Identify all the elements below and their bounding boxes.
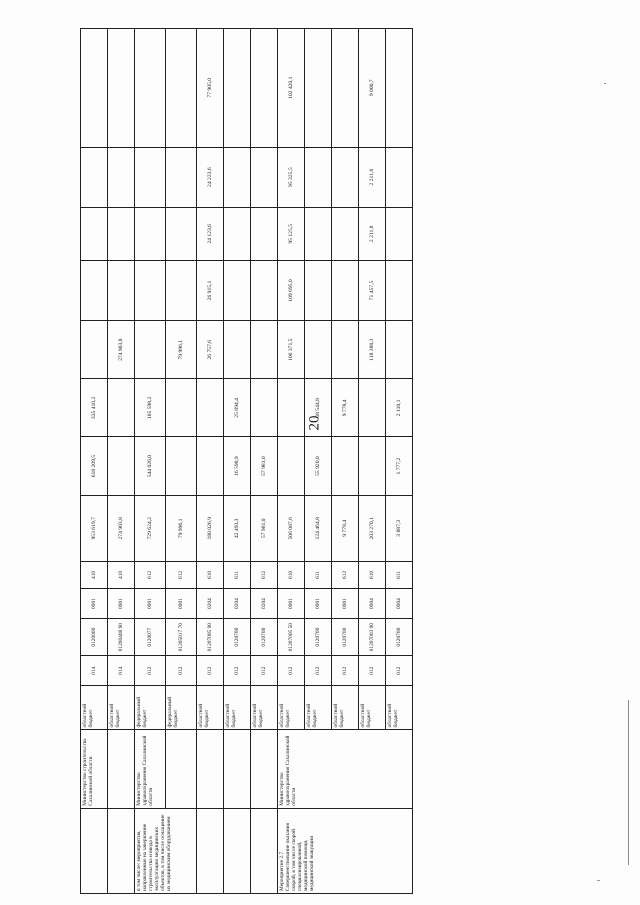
value-cell [81,207,108,260]
value-cell [359,437,386,495]
value-cell: 79 996,1 [166,321,197,379]
table-row [81,29,108,894]
source-cell: областной бюджет [197,686,224,730]
executor-cell: Министерство здравоохранения Сахалинской области [135,730,166,808]
value-cell: 77 905,0 [197,29,224,148]
value-cell: 102 420,1 [278,29,305,148]
value-cell: 1 777,2 [386,437,413,495]
source-cell: федеральный бюджет [135,686,166,730]
grbs-cell: 012 [332,656,359,686]
grbs-cell: 012 [359,656,386,686]
rzpr-cell: 0904 [386,589,413,619]
value-total: 124 464,8 [305,495,332,561]
table-row [251,29,278,894]
value-cell [251,207,278,260]
activity-cell [197,808,224,893]
rzpr-cell: 0901 [278,589,305,619]
vr-cell: 610 [359,561,386,588]
grbs-cell: 012 [386,656,413,686]
value-cell [224,260,251,320]
value-cell: 544 026,0 [135,437,166,495]
value-total: 42 493,3 [224,495,251,561]
value-total: 729 624,2 [135,495,166,561]
scan-speck [604,83,606,84]
vr-cell: 611 [305,561,332,588]
value-cell [332,29,359,148]
table-row [166,29,197,894]
value-cell: 9 778,4 [332,379,359,437]
value-cell [135,321,166,379]
vr-cell: 410 [81,561,108,588]
grbs-cell: 012 [251,656,278,686]
value-total: 180 026,9 [197,495,224,561]
value-cell: 274 903,8 [108,321,135,379]
activity-cell: в том числе: мероприятия, направленные на завершение строительства и ввода в эксплуатацию медицинских объектов, в том числе оснащение их медицинским оборудованием [135,808,197,893]
value-cell [332,207,359,260]
csr-cell: 0120000 [81,619,108,656]
source-cell: областной бюджет [305,686,332,730]
value-cell [135,147,166,207]
source-cell: областной бюджет [359,686,386,730]
vr-cell: 610 [197,561,224,588]
rzpr-cell: 0901 [81,589,108,619]
vr-cell: 611 [386,561,413,588]
rzpr-cell: 0904 [359,589,386,619]
value-cell [386,321,413,379]
rzpr-cell: 0901 [108,589,135,619]
value-cell: 95 325,5 [278,147,305,207]
csr-cell: 0120700 [386,619,413,656]
csr-cell: 01207003 90 [359,619,386,656]
value-cell: 109 695,0 [278,260,305,320]
value-total: 57 981,0 [251,495,278,561]
value-cell [81,260,108,320]
value-cell [251,147,278,207]
value-cell: 118 388,3 [359,321,386,379]
value-cell [166,379,197,437]
vr-cell: 612 [251,561,278,588]
grbs-cell: 012 [224,656,251,686]
value-cell [332,260,359,320]
csr-cell: 0120700 [332,619,359,656]
value-cell [166,260,197,320]
executor-cell [166,730,197,808]
value-cell [386,29,413,148]
source-cell: областной бюджет [81,686,108,730]
executor-cell [108,730,135,808]
value-cell [108,29,135,148]
source-cell: областной бюджет [251,686,278,730]
value-total: 79 996,1 [166,495,197,561]
csr-cell: 01207005 50 [278,619,305,656]
source-cell: областной бюджет [386,686,413,730]
executor-cell [224,730,251,808]
table-row [278,29,305,894]
vr-cell: 611 [224,561,251,588]
source-cell: областной бюджет [108,686,135,730]
activity-cell [81,808,108,893]
value-cell [251,260,278,320]
grbs-cell: 014 [81,656,108,686]
value-cell: 9 000,7 [359,29,386,148]
vr-cell: 612 [135,561,166,588]
value-total: 953 619,7 [81,495,108,561]
value-cell [278,437,305,495]
rzpr-cell: 0204 [251,589,278,619]
value-cell [108,260,135,320]
value-cell: 2 211,8 [359,207,386,260]
vr-cell: 612 [332,561,359,588]
rotated-page-content [80,28,498,894]
table-row [197,29,224,894]
value-cell: 2 110,1 [386,379,413,437]
csr-cell: 0120700 [224,619,251,656]
value-cell [224,29,251,148]
rzpr-cell: 0204 [224,589,251,619]
value-cell [81,29,108,148]
value-cell: 618 209,5 [81,437,108,495]
value-cell [81,321,108,379]
value-cell: 2 211,8 [359,147,386,207]
activity-cell [224,808,251,893]
value-cell [278,379,305,437]
value-cell [305,321,332,379]
value-cell: 185 598,2 [135,379,166,437]
value-cell [224,147,251,207]
rzpr-cell: 0901 [135,589,166,619]
vr-cell: 612 [166,561,197,588]
table-row [224,29,251,894]
value-cell [108,379,135,437]
value-cell [135,260,166,320]
value-cell [135,29,166,148]
value-cell [332,147,359,207]
value-cell: 71 457,5 [359,260,386,320]
rzpr-cell: 0901 [166,589,197,619]
grbs-cell: 012 [278,656,305,686]
grbs-cell: 014 [108,656,135,686]
grbs-cell: 012 [305,656,332,686]
value-cell [251,321,278,379]
value-cell [166,437,197,495]
value-cell [305,147,332,207]
value-cell [305,260,332,320]
value-cell [251,29,278,148]
value-cell [166,207,197,260]
csr-cell: 0120700 [305,619,332,656]
grbs-cell: 012 [135,656,166,686]
value-cell [332,321,359,379]
grbs-cell: 012 [166,656,197,686]
scan-speck [597,880,600,881]
value-cell [166,147,197,207]
value-cell: 26 757,6 [197,321,224,379]
value-cell [386,147,413,207]
source-cell: областной бюджет [278,686,305,730]
vr-cell: 610 [278,561,305,588]
source-cell: областной бюджет [224,686,251,730]
activity-cell [108,808,135,893]
value-total: 203 270,1 [359,495,386,561]
value-total: 3 887,3 [386,495,413,561]
table-row [135,29,166,894]
value-cell [108,147,135,207]
value-cell [135,207,166,260]
value-cell: 24 123,6 [197,207,224,260]
value-cell [386,207,413,260]
value-cell [81,147,108,207]
value-cell [224,207,251,260]
vr-cell: 410 [108,561,135,588]
budget-allocation-table [80,28,413,894]
source-cell: областной бюджет [332,686,359,730]
value-cell: 57 981,0 [251,437,278,495]
rzpr-cell: 0204 [197,589,224,619]
executor-cell: Министерство строительства Сахалинской области [81,730,108,808]
executor-cell: Министерство здравоохранения Сахалинской области [278,730,413,808]
value-cell [108,437,135,495]
grbs-cell: 012 [197,656,224,686]
activity-cell: Мероприятие 2.7 Совершенствование оказания скорой, в том числе скорой специализированной, медицинской помощи, медицинской эвакуации [278,808,413,893]
value-cell: 95 125,5 [278,207,305,260]
value-cell [305,207,332,260]
value-cell [197,437,224,495]
value-cell [224,321,251,379]
value-cell: 26 915,1 [197,260,224,320]
value-cell: 68 544,8 [305,379,332,437]
value-cell [108,207,135,260]
value-cell: 24 223,6 [197,147,224,207]
executor-cell [197,730,224,808]
value-cell [166,29,197,148]
rzpr-cell: 0901 [332,589,359,619]
csr-cell: 01200408 90 [108,619,135,656]
value-cell: 335 410,2 [81,379,108,437]
value-cell [386,260,413,320]
value-cell [197,379,224,437]
rzpr-cell: 0901 [305,589,332,619]
value-total: 9 778,4 [332,495,359,561]
source-cell: федеральный бюджет [166,686,197,730]
csr-cell: 01205017 70 [166,619,197,656]
csr-cell: 0120700 [251,619,278,656]
activity-cell [251,808,278,893]
value-cell [251,379,278,437]
scan-edge-line [628,700,629,865]
csr-cell: 0120077 [135,619,166,656]
value-cell: 106 371,5 [278,321,305,379]
page-number: 20 [306,415,323,431]
executor-cell [251,730,278,808]
value-cell [332,437,359,495]
value-cell: 25 894,4 [224,379,251,437]
value-total: 274 903,8 [108,495,135,561]
value-cell [359,379,386,437]
value-cell: 55 920,0 [305,437,332,495]
table-row [108,29,135,894]
value-cell: 16 598,9 [224,437,251,495]
value-total: 506 087,6 [278,495,305,561]
value-cell [305,29,332,148]
csr-cell: 01207005 90 [197,619,224,656]
